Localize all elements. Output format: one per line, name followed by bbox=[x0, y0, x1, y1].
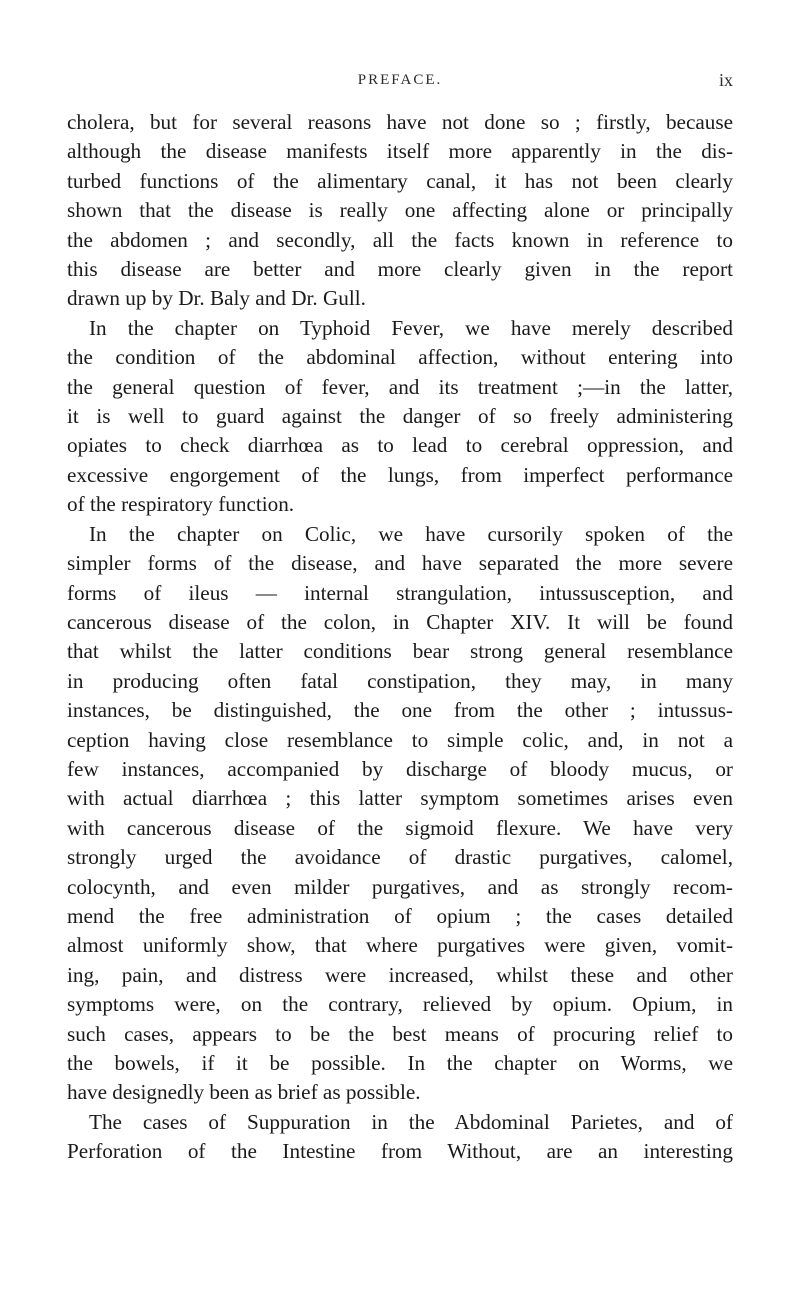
body-text bbox=[67, 108, 733, 1167]
text-line: the condition of the abdominal affection, without entering into bbox=[67, 345, 733, 370]
text-line: turbed functions of the alimentary canal, it has not been clearly bbox=[67, 168, 733, 193]
text-line: shown that the disease is really one affecting alone or principally bbox=[67, 198, 733, 223]
text-line: that whilst the latter conditions bear strong general resemblance bbox=[67, 639, 733, 664]
text-line: In the chapter on Colic, we have cursorily spoken of the bbox=[89, 521, 733, 546]
text-line: with cancerous disease of the sigmoid flexure. We have very bbox=[67, 815, 733, 840]
text-line: with actual diarrhœa ; this latter symptom sometimes arises even bbox=[67, 786, 733, 811]
text-line: the general question of fever, and its treatment ;—in the latter, bbox=[67, 374, 733, 399]
text-line: colocynth, and even milder purgatives, and as strongly recom- bbox=[67, 874, 733, 899]
text-line: excessive engorgement of the lungs, from imperfect performance bbox=[67, 462, 733, 487]
text-line: instances, be distinguished, the one from the other ; intussus- bbox=[67, 698, 733, 723]
paragraph bbox=[67, 314, 733, 520]
text-line: almost uniformly show, that where purgatives were given, vomit- bbox=[67, 933, 733, 958]
text-line: such cases, appears to be the best means of procuring relief to bbox=[67, 1021, 733, 1046]
text-line: opiates to check diarrhœa as to lead to cerebral oppression, and bbox=[67, 433, 733, 458]
text-line: in producing often fatal constipation, they may, in many bbox=[67, 668, 733, 693]
paragraph bbox=[67, 108, 733, 314]
text-line: of the respiratory function. bbox=[67, 492, 295, 517]
text-line: symptoms were, on the contrary, relieved by opium. Opium, in bbox=[67, 992, 733, 1017]
text-line: ception having close resemblance to simple colic, and, in not a bbox=[67, 727, 733, 752]
text-line: forms of ileus — internal strangulation, intussusception, and bbox=[67, 580, 733, 605]
paragraph bbox=[67, 520, 733, 1108]
text-line: the abdomen ; and secondly, all the facts known in reference to bbox=[67, 227, 733, 252]
paragraph bbox=[67, 1108, 733, 1167]
text-line: strongly urged the avoidance of drastic purgatives, calomel, bbox=[67, 845, 733, 870]
text-line: it is well to guard against the danger of so freely administering bbox=[67, 404, 733, 429]
text-line: The cases of Suppuration in the Abdominal Parietes, and of bbox=[89, 1109, 733, 1134]
text-line: mend the free administration of opium ; the cases detailed bbox=[67, 903, 733, 928]
text-line: although the disease manifests itself more apparently in the dis- bbox=[67, 139, 733, 164]
page-number: ix bbox=[718, 70, 733, 90]
text-line: In the chapter on Typhoid Fever, we have merely described bbox=[89, 315, 733, 340]
text-line: cholera, but for several reasons have not done so ; firstly, because bbox=[67, 110, 733, 134]
running-head: PREFACE. bbox=[357, 72, 443, 88]
text-line: ing, pain, and distress were increased, whilst these and other bbox=[67, 962, 733, 987]
page-header bbox=[67, 72, 733, 98]
text-line: few instances, accompanied by discharge of bloody mucus, or bbox=[67, 756, 733, 781]
text-line: cancerous disease of the colon, in Chapter XIV. It will be found bbox=[67, 609, 733, 634]
text-line: the bowels, if it be possible. In the chapter on Worms, we bbox=[67, 1051, 733, 1075]
text-line: simpler forms of the disease, and have separated the more severe bbox=[67, 551, 733, 576]
text-line: Perforation of the Intestine from Without, are an interesting bbox=[67, 1139, 733, 1164]
text-line: drawn up by Dr. Baly and Dr. Gull. bbox=[67, 286, 366, 311]
text-line: this disease are better and more clearly given in the report bbox=[67, 257, 733, 282]
text-line: have designedly been as brief as possible. bbox=[67, 1080, 421, 1105]
